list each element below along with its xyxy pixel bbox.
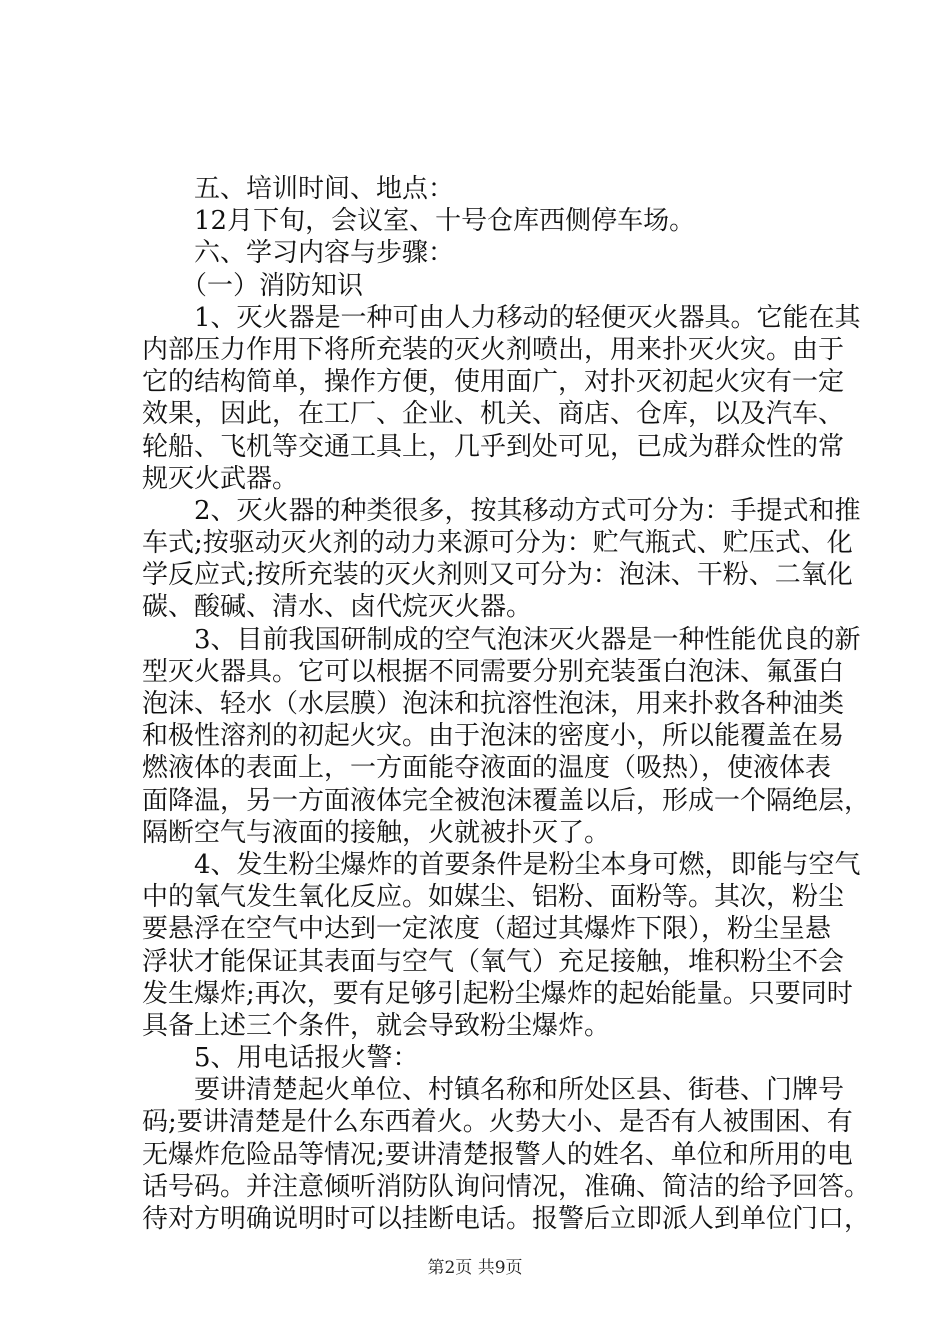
text-line: 效果，因此，在工厂、企业、机关、商店、仓库，以及汽车、 [142,399,845,430]
text-line: 隔断空气与液面的接触，火就被扑灭了。 [142,817,611,848]
text-line: 规灭火武器。 [142,463,299,494]
text-line: 话号码。并注意倾听消防队询问情况，准确、简洁的给予回答。 [142,1171,871,1202]
text-line: 泡沫、轻水（水层膜）泡沫和抗溶性泡沫，用来扑救各种油类 [142,689,845,719]
text-line: 要悬浮在空气中达到一定浓度（超过其爆炸下限），粉尘呈悬 [142,914,832,945]
text-line: 它的结构简单，操作方便，使用面广，对扑灭初起火灾有一定 [142,367,845,398]
text-line: 具备上述三个条件，就会导致粉尘爆炸。 [142,1010,611,1041]
text-line: 5、用电话报火警： [142,1043,419,1074]
text-line: （一）消防知识 [142,270,364,301]
text-line: 2、灭火器的种类很多，按其移动方式可分为：手提式和推 [142,495,861,526]
text-line: 面降温，另一方面液体完全被泡沫覆盖以后，形成一个隔绝层， [142,785,871,816]
text-line: 燃液体的表面上，一方面能夺液面的温度（吸热），使液体表 [142,753,832,784]
text-line: 发生爆炸;再次，要有足够引起粉尘爆炸的起始能量。只要同时 [142,978,853,1009]
text-line: 中的氧气发生氧化反应。如媒尘、铝粉、面粉等。其次，粉尘 [142,882,845,913]
text-line: 要讲清楚起火单位、村镇名称和所处区县、街巷、门牌号 [142,1075,845,1106]
text-line: 型灭火器具。它可以根据不同需要分别充装蛋白泡沫、氟蛋白 [142,656,845,687]
text-line: 五、培训时间、地点： [142,174,455,204]
text-line: 六、学习内容与步骤： [142,238,455,269]
text-line: 碳、酸碱、清水、卤代烷灭火器。 [142,592,533,623]
text-line: 4、发生粉尘爆炸的首要条件是粉尘本身可燃，即能与空气 [142,849,861,880]
text-line: 车式;按驱动灭火剂的动力来源可分为：贮气瓶式、贮压式、化 [142,528,853,559]
document-body [142,173,871,1235]
text-line: 3、目前我国研制成的空气泡沫灭火器是一种性能优良的新 [142,624,861,655]
text-line: 内部压力作用下将所充装的灭火剂喷出，用来扑灭火灾。由于 [142,334,845,365]
text-line: 学反应式;按所充装的灭火剂则又可分为：泡沫、干粉、二氧化 [142,560,853,591]
text-line: 待对方明确说明时可以挂断电话。报警后立即派人到单位门口， [142,1204,871,1234]
text-line: 1、灭火器是一种可由人力移动的轻便灭火器具。它能在其 [142,302,861,333]
text-line: 浮状才能保证其表面与空气（氧气）充足接触，堆积粉尘不会 [142,946,845,977]
text-line: 码;要讲清楚是什么东西着火。火势大小、是否有人被围困、有 [142,1107,853,1138]
text-line: 和极性溶剂的初起火灾。由于泡沫的密度小，所以能覆盖在易 [142,721,845,752]
page-number-footer: 第2页 共9页 [427,1258,523,1278]
text-line: 12月下旬，会议室、十号仓库西侧停车场。 [142,206,696,237]
text-line: 轮船、飞机等交通工具上，几乎到处可见，已成为群众性的常 [142,431,845,462]
text-line: 无爆炸危险品等情况;要讲清楚报警人的姓名、单位和所用的电 [142,1139,853,1170]
